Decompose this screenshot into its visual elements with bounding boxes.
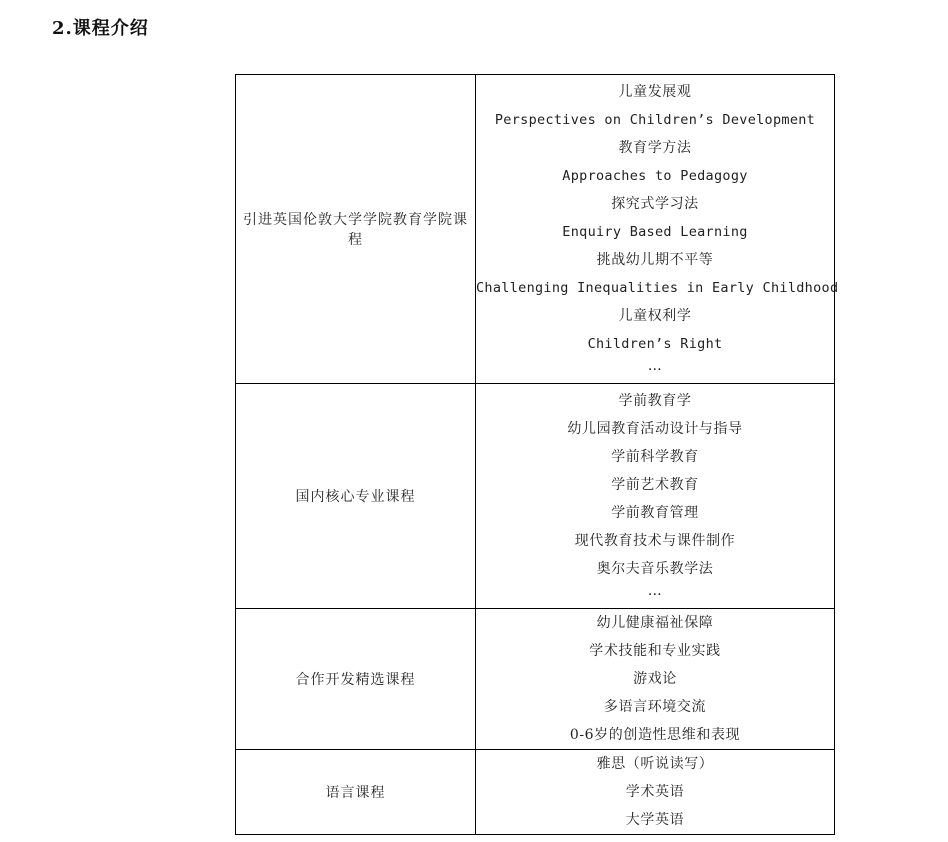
course-item: 游戏论: [633, 671, 677, 687]
course-item: 幼儿健康福祉保障: [596, 615, 714, 631]
course-list-cell: [476, 384, 835, 609]
course-item: 挑战幼儿期不平等: [596, 252, 714, 268]
course-item: Enquiry Based Learning: [562, 224, 748, 240]
course-item: 探究式学习法: [611, 196, 699, 212]
ellipsis-item: …: [647, 358, 663, 374]
course-item: 学前艺术教育: [611, 477, 699, 493]
course-list-cell: [476, 75, 839, 384]
course-item: Children’s Right: [587, 336, 723, 352]
course-item: 0-6岁的创造性思维和表现: [569, 727, 741, 743]
course-item: 多语言环境交流: [603, 699, 707, 715]
course-item: 奥尔夫音乐教学法: [596, 561, 714, 577]
course-item: 学前科学教育: [611, 449, 699, 465]
course-item: 学术英语: [625, 784, 685, 800]
course-item: Challenging Inequalities in Early Childhood: [476, 280, 839, 296]
category-cell: 语言课程: [236, 750, 476, 835]
course-item: 大学英语: [625, 812, 685, 828]
category-cell: 合作开发精选课程: [236, 609, 476, 750]
course-item: 教育学方法: [618, 140, 692, 156]
ellipsis-item: …: [647, 583, 663, 599]
category-cell: 国内核心专业课程: [236, 384, 476, 609]
course-table: [235, 74, 839, 835]
category-cell: 引进英国伦敦大学学院教育学院课程: [236, 75, 476, 384]
course-item: 现代教育技术与课件制作: [574, 533, 736, 549]
course-item: Perspectives on Children’s Development: [494, 112, 816, 128]
course-list-cell: [476, 609, 835, 750]
course-item: Approaches to Pedagogy: [562, 168, 748, 184]
course-item: 学术技能和专业实践: [589, 643, 721, 659]
course-list-cell: [476, 750, 835, 835]
course-item: 儿童权利学: [618, 308, 692, 324]
course-row-imported: [236, 75, 835, 384]
course-item: 学前教育学: [618, 393, 692, 409]
course-row-core: [236, 384, 835, 609]
course-item: 幼儿园教育活动设计与指导: [567, 421, 743, 437]
course-item: 儿童发展观: [618, 84, 692, 100]
section-heading: 2.课程介绍: [52, 18, 149, 39]
course-row-cooperative: [236, 609, 835, 750]
course-item: 雅思（听说读写）: [596, 756, 714, 772]
course-item: 学前教育管理: [611, 505, 699, 521]
course-row-language: [236, 750, 835, 835]
